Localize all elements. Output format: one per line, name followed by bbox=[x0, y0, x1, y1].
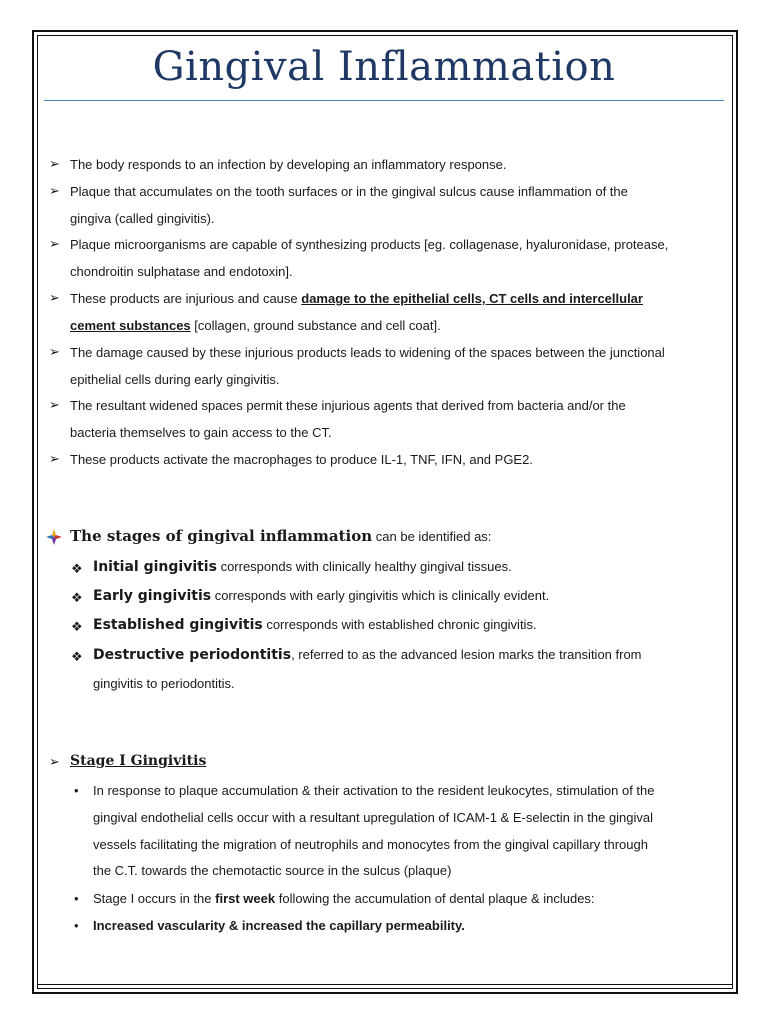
four-color-plus-icon bbox=[46, 529, 62, 545]
stage-text: , referred to as the advanced lesion marks the transition from bbox=[291, 647, 642, 662]
stage1-text: In response to plaque accumulation & their activation to the resident leukocytes, stimulation of the bbox=[93, 783, 655, 798]
arrow-bullet-icon: ➢ bbox=[49, 290, 60, 305]
stage1-text: gingival endothelial cells occur with a resultant upregulation of ICAM-1 & E-selectin in the gingival bbox=[93, 810, 654, 825]
dot-bullet-icon: • bbox=[74, 918, 79, 933]
stage1-text: vessels facilitating the migration of neutrophils and monocytes from the gingival capillary through bbox=[93, 837, 648, 852]
arrow-bullet-icon: ➢ bbox=[49, 183, 60, 198]
stages-heading-bold: The stages of gingival inflammation bbox=[70, 527, 373, 545]
stages-heading bbox=[70, 527, 491, 545]
bullet-text: Plaque microorganisms are capable of synthesizing products [eg. collagenase, hyaluronidase, protease, bbox=[70, 237, 669, 252]
bullet-text: The body responds to an infection by developing an inflammatory response. bbox=[70, 157, 507, 172]
bullet-text bbox=[70, 318, 441, 334]
bullet-text: Plaque that accumulates on the tooth surfaces or in the gingival sulcus cause inflammation of the bbox=[70, 184, 628, 199]
stage-text: corresponds with established chronic gingivitis. bbox=[262, 617, 537, 632]
arrow-bullet-icon: ➢ bbox=[49, 451, 60, 466]
bullet-text: The damage caused by these injurious products leads to widening of the spaces between the junctional bbox=[70, 345, 665, 360]
stage-item bbox=[93, 559, 512, 575]
stage1-heading: Stage I Gingivitis bbox=[70, 753, 207, 769]
diamond-bullet-icon: ❖ bbox=[71, 619, 83, 634]
stage-item bbox=[93, 588, 549, 604]
emphasis-text: first week bbox=[215, 891, 276, 906]
stage-item bbox=[93, 617, 537, 633]
diamond-bullet-icon: ❖ bbox=[71, 649, 83, 664]
page-title: Gingival Inflammation bbox=[152, 44, 616, 90]
emphasis-text: cement substances bbox=[70, 318, 191, 333]
stage-text: corresponds with early gingivitis which is clinically evident. bbox=[211, 588, 550, 603]
bullet-text: bacteria themselves to gain access to the CT. bbox=[70, 425, 332, 440]
title-underline bbox=[44, 100, 724, 101]
bullet-text: The resultant widened spaces permit these injurious agents that derived from bacteria and/or the bbox=[70, 398, 626, 413]
arrow-bullet-icon: ➢ bbox=[49, 754, 60, 769]
bottom-rule bbox=[37, 984, 733, 985]
stage-text: corresponds with clinically healthy gingival tissues. bbox=[216, 559, 512, 574]
dot-bullet-icon: • bbox=[74, 891, 79, 906]
stage1-week-line bbox=[93, 891, 595, 907]
bullet-text: These products activate the macrophages to produce IL-1, TNF, IFN, and PGE2. bbox=[70, 452, 533, 467]
bullet-text: chondroitin sulphatase and endotoxin]. bbox=[70, 264, 293, 279]
bullet-text: gingiva (called gingivitis). bbox=[70, 211, 215, 226]
bullet-text: epithelial cells during early gingivitis. bbox=[70, 372, 280, 387]
stage-term: Established gingivitis bbox=[93, 617, 263, 633]
stage-item bbox=[93, 647, 642, 663]
bullet-text-plain: [collagen, ground substance and cell coat]. bbox=[190, 318, 441, 333]
emphasis-text: damage to the epithelial cells, CT cells and intercellular bbox=[301, 291, 643, 306]
stage-term: Initial gingivitis bbox=[93, 559, 217, 575]
stage-term: Destructive periodontitis bbox=[93, 647, 292, 663]
stage1-last-item: Increased vascularity & increased the capillary permeability. bbox=[93, 918, 465, 933]
bullet-text-plain: These products are injurious and cause bbox=[70, 291, 302, 306]
stage-item-continued: gingivitis to periodontitis. bbox=[93, 676, 235, 691]
arrow-bullet-icon: ➢ bbox=[49, 156, 60, 171]
stages-heading-rest: can be identified as: bbox=[372, 529, 492, 544]
diamond-bullet-icon: ❖ bbox=[71, 561, 83, 576]
bullet-text bbox=[70, 291, 643, 307]
arrow-bullet-icon: ➢ bbox=[49, 236, 60, 251]
diamond-bullet-icon: ❖ bbox=[71, 590, 83, 605]
dot-bullet-icon: • bbox=[74, 783, 79, 798]
stage-term: Early gingivitis bbox=[93, 588, 212, 604]
arrow-bullet-icon: ➢ bbox=[49, 397, 60, 412]
stage1-text: the C.T. towards the chemotactic source in the sulcus (plaque) bbox=[93, 863, 452, 878]
stage1-text: Stage I occurs in the bbox=[93, 891, 216, 906]
stage1-text: following the accumulation of dental plaque & includes: bbox=[275, 891, 595, 906]
arrow-bullet-icon: ➢ bbox=[49, 344, 60, 359]
